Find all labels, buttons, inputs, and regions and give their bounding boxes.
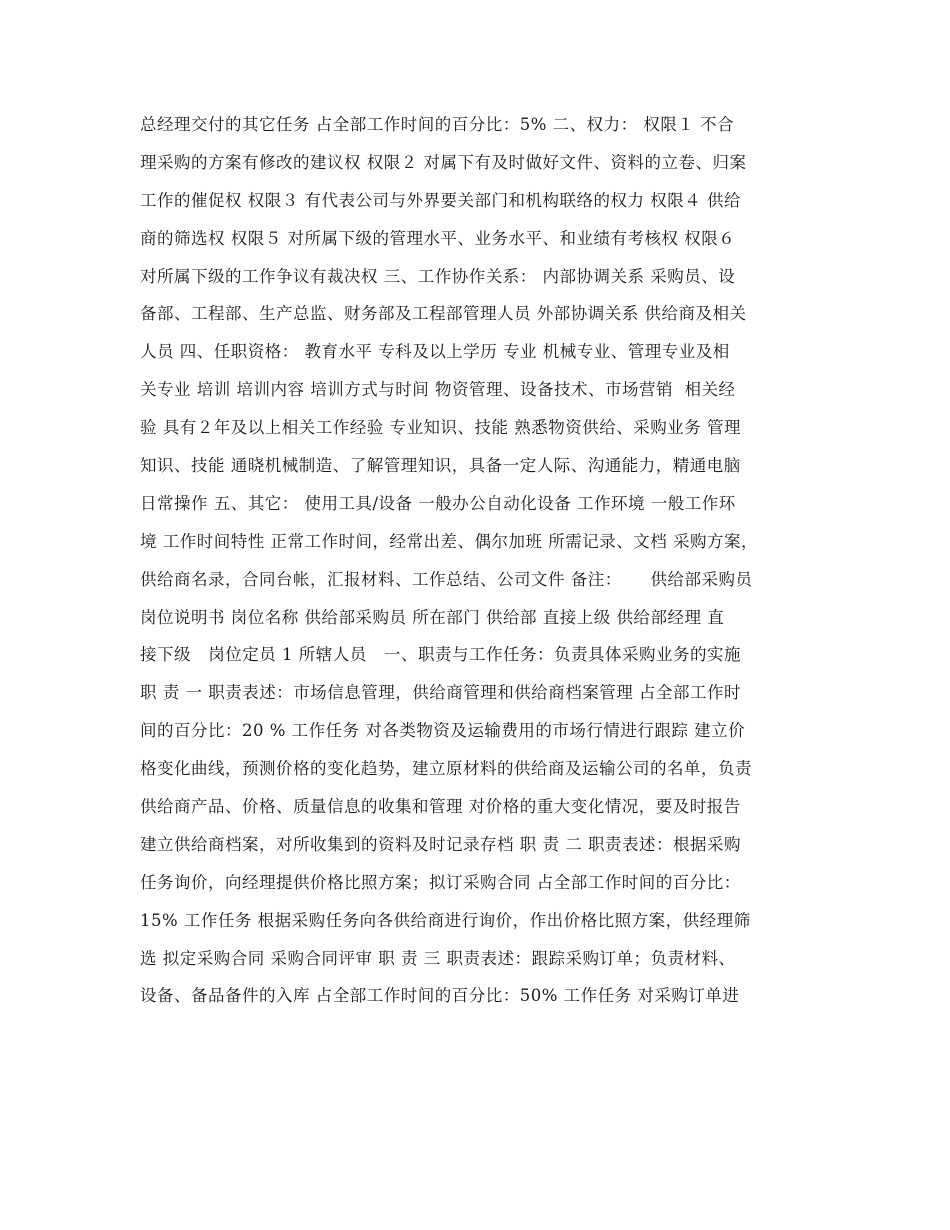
text-line: 境 工作时间特性 正常工作时间，经常出差、偶尔加班 所需记录、文档 采购方案，	[140, 531, 758, 551]
text-line: 接下级 岗位定员 1 所辖人员 一、职责与工作任务：负责具体采购业务的实施	[140, 645, 741, 665]
text-line: 岗位说明书 岗位名称 供给部采购员 所在部门 供给部 直接上级 供给部经理 直	[140, 607, 725, 627]
text-line: 关专业 培训 培训内容 培训方式与时间 物资管理、设备技术、市场营销 相关经	[140, 380, 736, 400]
text-line: 格变化曲线，预测价格的变化趋势，建立原材料的供给商及运输公司的名单，负责	[140, 759, 752, 779]
text-line: 备部、工程部、生产总监、财务部及工程部管理人员 外部协调关系 供给商及相关	[140, 304, 747, 324]
text-line: 工作的催促权 权限３ 有代表公司与外界要关部门和机构联络的权力 权限４ 供给	[140, 190, 741, 210]
text-line: 商的筛选权 权限５ 对所属下级的管理水平、业务水平、和业绩有考核权 权限６	[140, 228, 736, 248]
text-line: 人员 四、任职资格： 教育水平 专科及以上学历 专业 机械专业、管理专业及相	[140, 342, 730, 362]
text-line: 设备、备品备件的入库 占全部工作时间的百分比：50% 工作任务 对采购订单进	[140, 986, 740, 1006]
body-text	[140, 113, 830, 1022]
text-line: 总经理交付的其它任务 占全部工作时间的百分比：5% 二、权力： 权限１ 不合	[140, 115, 735, 134]
text-line: 验 具有２年及以上相关工作经验 专业知识、技能 熟悉物资供给、采购业务 管理	[140, 418, 741, 438]
text-line: 供给商名录，合同台帐，汇报材料、工作总结、公司文件 备注： 供给部采购员	[140, 569, 753, 589]
text-line: 任务询价，向经理提供价格比照方案；拟订采购合同 占全部工作时间的百分比：	[140, 872, 741, 892]
text-line: 理采购的方案有修改的建议权 权限２ 对属下有及时做好文件、资料的立卷、归案	[140, 152, 747, 172]
text-line: 知识、技能 通晓机械制造、了解管理知识，具备一定人际、沟通能力，精通电脑	[140, 456, 741, 476]
text-line: 建立供给商档案，对所收集到的资料及时记录存档 职 责 二 职责表述：根据采购	[140, 834, 741, 854]
text-line: 选 拟定采购合同 采购合同评审 职 责 三 职责表述：跟踪采购订单；负责材料、	[140, 948, 736, 968]
text-line: 对所属下级的工作争议有裁决权 三、工作协作关系： 内部协调关系 采购员、设	[140, 266, 736, 286]
text-line: 15% 工作任务 根据采购任务向各供给商进行询价，作出价格比照方案，供经理筛	[140, 910, 751, 930]
text-line: 职 责 一 职责表述：市场信息管理，供给商管理和供给商档案管理 占全部工作时	[140, 683, 741, 703]
text-line: 间的百分比：20 % 工作任务 对各类物资及运输费用的市场行情进行跟踪 建立价	[140, 721, 746, 741]
text-line: 日常操作 五、其它： 使用工具/设备 一般办公自动化设备 工作环境 一般工作环	[140, 493, 736, 513]
text-line: 供给商产品、价格、质量信息的收集和管理 对价格的重大变化情况，要及时报告	[140, 797, 741, 817]
